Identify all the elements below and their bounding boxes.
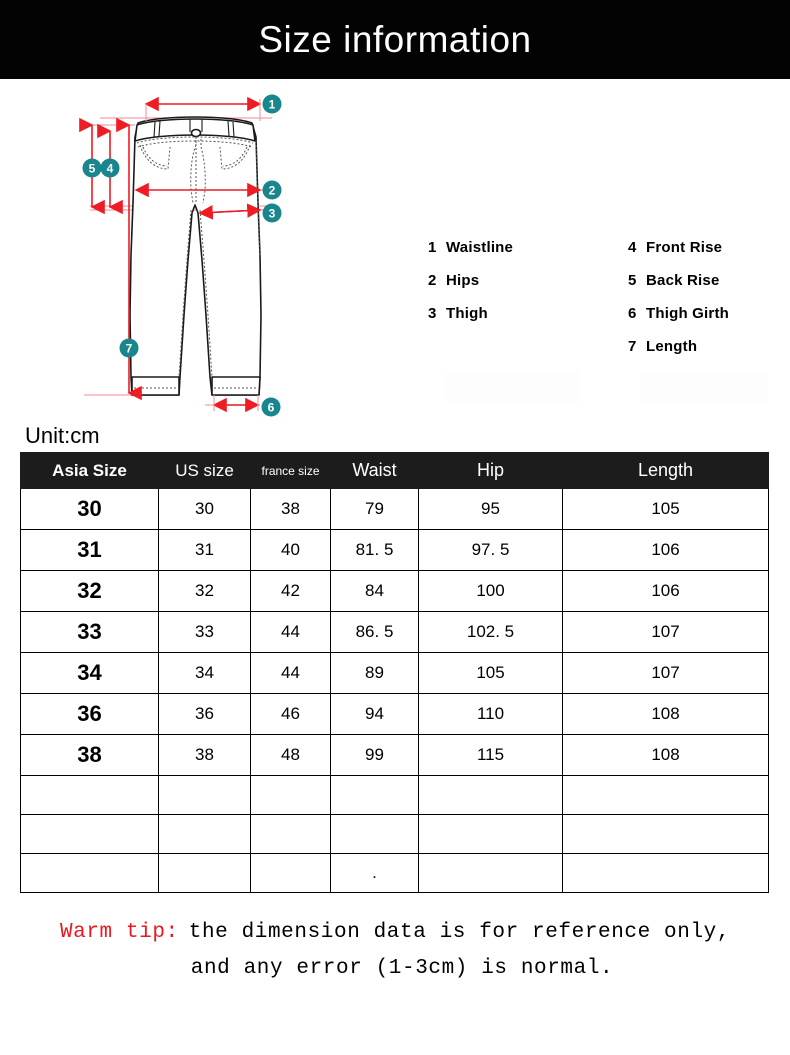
legend-item-thigh bbox=[428, 305, 628, 338]
legend-label: Waistline bbox=[446, 239, 514, 256]
svg-text:1: 1 bbox=[268, 97, 276, 112]
cell-hip: 110 bbox=[419, 694, 563, 735]
cell-us-size: 30 bbox=[159, 489, 251, 530]
measurement-legend bbox=[428, 239, 778, 371]
cell-us-size bbox=[159, 776, 251, 815]
warm-tip-note bbox=[0, 915, 790, 987]
cell-asia-size: 38 bbox=[21, 735, 159, 776]
jeans-measurement-diagram bbox=[60, 85, 400, 425]
legend-number: 1 bbox=[428, 239, 437, 256]
cell-us-size bbox=[159, 854, 251, 893]
cell-hip bbox=[419, 776, 563, 815]
cell-asia-size: 30 bbox=[21, 489, 159, 530]
cell-us-size: 38 bbox=[159, 735, 251, 776]
svg-text:5: 5 bbox=[88, 161, 96, 176]
cell-waist bbox=[331, 776, 419, 815]
watermark-block-left bbox=[445, 372, 580, 402]
cell-waist: 94 bbox=[331, 694, 419, 735]
cell-asia-size bbox=[21, 815, 159, 854]
cell-hip bbox=[419, 815, 563, 854]
column-header-waist: Waist bbox=[331, 453, 419, 489]
cell-hip: 97. 5 bbox=[419, 530, 563, 571]
cell-length: 108 bbox=[563, 735, 769, 776]
badge-5 bbox=[83, 159, 102, 178]
svg-text:4: 4 bbox=[106, 161, 114, 176]
cell-asia-size: 34 bbox=[21, 653, 159, 694]
legend-label: Thigh bbox=[446, 305, 488, 322]
cell-hip: 105 bbox=[419, 653, 563, 694]
cell-hip: 115 bbox=[419, 735, 563, 776]
cell-france-size: 44 bbox=[251, 653, 331, 694]
table-row bbox=[21, 530, 769, 571]
cell-length bbox=[563, 776, 769, 815]
badge-2 bbox=[263, 181, 282, 200]
legend-number: 7 bbox=[628, 338, 637, 355]
cell-asia-size: 31 bbox=[21, 530, 159, 571]
cell-length: 106 bbox=[563, 530, 769, 571]
cell-france-size: 38 bbox=[251, 489, 331, 530]
column-header-hip: Hip bbox=[419, 453, 563, 489]
table-row bbox=[21, 489, 769, 530]
badge-1 bbox=[263, 95, 282, 114]
cell-france-size: 46 bbox=[251, 694, 331, 735]
cell-france-size: 48 bbox=[251, 735, 331, 776]
legend-number: 5 bbox=[628, 272, 637, 289]
cell-asia-size bbox=[21, 854, 159, 893]
legend-column-right bbox=[628, 239, 778, 371]
badge-3 bbox=[263, 204, 282, 223]
cell-waist bbox=[331, 815, 419, 854]
column-header-france-size: france size bbox=[251, 453, 331, 489]
cell-length: 105 bbox=[563, 489, 769, 530]
cell-france-size bbox=[251, 815, 331, 854]
legend-label: Thigh Girth bbox=[646, 305, 730, 322]
cell-length: 108 bbox=[563, 694, 769, 735]
table-row-empty bbox=[21, 854, 769, 893]
cell-waist: 99 bbox=[331, 735, 419, 776]
cell-asia-size: 32 bbox=[21, 571, 159, 612]
table-row bbox=[21, 735, 769, 776]
warm-tip-text-2: and any error (1-3cm) is normal. bbox=[190, 957, 614, 980]
legend-number: 3 bbox=[428, 305, 437, 322]
svg-text:2: 2 bbox=[268, 183, 276, 198]
cell-france-size: 42 bbox=[251, 571, 331, 612]
cell-us-size: 36 bbox=[159, 694, 251, 735]
legend-item-waistline bbox=[428, 239, 628, 272]
legend-item-front-rise bbox=[628, 239, 778, 272]
legend-number: 6 bbox=[628, 305, 637, 322]
svg-text:3: 3 bbox=[268, 206, 276, 221]
cell-waist: 79 bbox=[331, 489, 419, 530]
legend-column-left bbox=[428, 239, 628, 371]
cell-asia-size bbox=[21, 776, 159, 815]
cell-length: 107 bbox=[563, 653, 769, 694]
jeans-outline bbox=[130, 117, 261, 395]
cell-france-size: 40 bbox=[251, 530, 331, 571]
unit-label: Unit:cm bbox=[25, 423, 100, 448]
cell-asia-size: 33 bbox=[21, 612, 159, 653]
cell-hip: 102. 5 bbox=[419, 612, 563, 653]
cell-france-size: 44 bbox=[251, 612, 331, 653]
table-row bbox=[21, 571, 769, 612]
warm-tip-text-1: the dimension data is for reference only, bbox=[188, 921, 731, 944]
cell-waist: 86. 5 bbox=[331, 612, 419, 653]
measurement-diagram-area bbox=[0, 79, 790, 424]
cell-length: 106 bbox=[563, 571, 769, 612]
legend-number: 4 bbox=[628, 239, 637, 256]
warm-tip-prefix: Warm tip: bbox=[59, 921, 179, 944]
cell-us-size: 31 bbox=[159, 530, 251, 571]
cell-hip: 100 bbox=[419, 571, 563, 612]
cell-waist: 89 bbox=[331, 653, 419, 694]
cell-us-size: 33 bbox=[159, 612, 251, 653]
size-chart-table bbox=[20, 452, 769, 893]
cell-us-size bbox=[159, 815, 251, 854]
badge-6 bbox=[262, 398, 281, 417]
column-header-asia-size: Asia Size bbox=[21, 453, 159, 489]
legend-item-hips bbox=[428, 272, 628, 305]
table-row bbox=[21, 612, 769, 653]
column-header-length: Length bbox=[563, 453, 769, 489]
table-row-empty bbox=[21, 815, 769, 854]
cell-hip bbox=[419, 854, 563, 893]
warm-tip-line-1 bbox=[0, 915, 790, 951]
table-header-row bbox=[21, 453, 769, 489]
page-title: Size information bbox=[258, 18, 532, 60]
column-header-us-size: US size bbox=[159, 453, 251, 489]
badge-4 bbox=[101, 159, 120, 178]
legend-label: Hips bbox=[446, 272, 480, 289]
cell-waist: 84 bbox=[331, 571, 419, 612]
legend-item-length bbox=[628, 338, 778, 371]
cell-us-size: 34 bbox=[159, 653, 251, 694]
watermark-block-right bbox=[640, 372, 768, 402]
svg-text:7: 7 bbox=[125, 341, 133, 356]
cell-length bbox=[563, 854, 769, 893]
cell-france-size bbox=[251, 776, 331, 815]
header-banner bbox=[0, 0, 790, 79]
legend-number: 2 bbox=[428, 272, 437, 289]
cell-france-size bbox=[251, 854, 331, 893]
cell-length bbox=[563, 815, 769, 854]
cell-waist: 81. 5 bbox=[331, 530, 419, 571]
legend-item-back-rise bbox=[628, 272, 778, 305]
cell-waist-dot: . bbox=[331, 854, 419, 893]
cell-length: 107 bbox=[563, 612, 769, 653]
table-row bbox=[21, 694, 769, 735]
legend-label: Front Rise bbox=[646, 239, 723, 256]
cell-us-size: 32 bbox=[159, 571, 251, 612]
legend-label: Back Rise bbox=[646, 272, 720, 289]
table-row bbox=[21, 653, 769, 694]
badge-7 bbox=[120, 339, 139, 358]
cell-hip: 95 bbox=[419, 489, 563, 530]
cell-asia-size: 36 bbox=[21, 694, 159, 735]
legend-item-thigh-girth bbox=[628, 305, 778, 338]
table-row-empty bbox=[21, 776, 769, 815]
legend-label: Length bbox=[646, 338, 698, 355]
svg-text:6: 6 bbox=[267, 400, 275, 415]
